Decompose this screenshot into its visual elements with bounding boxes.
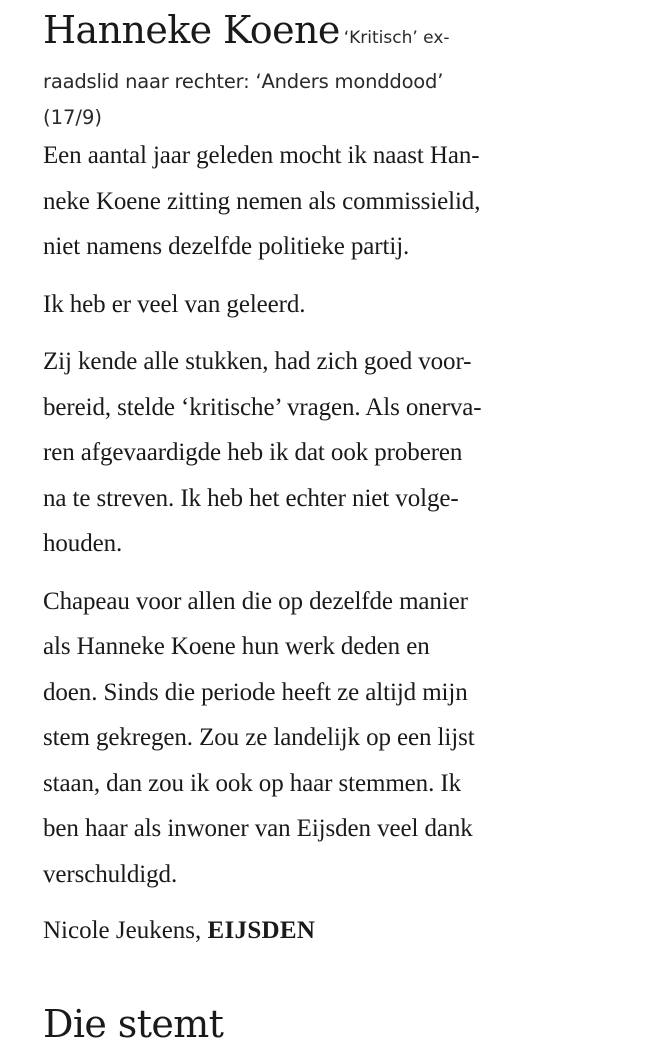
next-letter-heading: Die stemt <box>43 1002 224 1046</box>
letter-subhead-rest: raadslid naar rechter: ‘Anders monddood’ <box>43 70 444 93</box>
paragraph-line: neke Koene zitting nemen als commissielid, <box>43 187 481 215</box>
paragraph-2 <box>43 282 618 328</box>
letter-signature <box>43 909 618 953</box>
paragraph-line: stem gekregen. Zou ze landelijk op een lijst <box>43 724 475 751</box>
paragraph-line: als Hanneke Koene hun werk deden en <box>43 633 430 660</box>
paragraph-line: ren afgevaardigde heb ik dat ook proberen <box>43 439 463 466</box>
letter-body <box>43 133 618 897</box>
paragraph-3 <box>43 339 618 567</box>
paragraph-line: bereid, stelde ‘kritische’ vragen. Als onerva- <box>43 393 482 421</box>
letter-subhead-start: ‘Kritisch’ ex- <box>343 28 450 48</box>
paragraph-1 <box>43 133 618 270</box>
letter-date: (17/9) <box>43 106 103 129</box>
paragraph-line: staan, dan zou ik ook op haar stemmen. Ik <box>43 769 462 797</box>
paragraph-line: Chapeau voor allen die op dezelfde manier <box>43 587 468 615</box>
paragraph-line: niet namens dezelfde politieke partij. <box>43 233 410 260</box>
paragraph-line: Een aantal jaar geleden mocht ik naast Han- <box>43 142 480 169</box>
paragraph-line: verschuldigd. <box>43 860 178 888</box>
paragraph-line: Zij kende alle stukken, had zich goed voor- <box>43 348 472 375</box>
paragraph-line: doen. Sinds die periode heeft ze altijd mijn <box>43 678 468 706</box>
letter-heading <box>43 8 618 61</box>
paragraph-line: na te streven. Ik heb het echter niet volge- <box>43 484 459 512</box>
signature-place: EIJSDEN <box>207 917 316 944</box>
letter-article <box>43 8 618 953</box>
author-name: Hanneke Koene <box>43 8 340 52</box>
signature-name: Nicole Jeukens, <box>43 917 202 944</box>
paragraph-4 <box>43 579 618 898</box>
paragraph-line: ben haar als inwoner van Eijsden veel dank <box>43 815 473 842</box>
paragraph-line: Ik heb er veel van geleerd. <box>43 290 306 318</box>
paragraph-line: houden. <box>43 530 123 557</box>
